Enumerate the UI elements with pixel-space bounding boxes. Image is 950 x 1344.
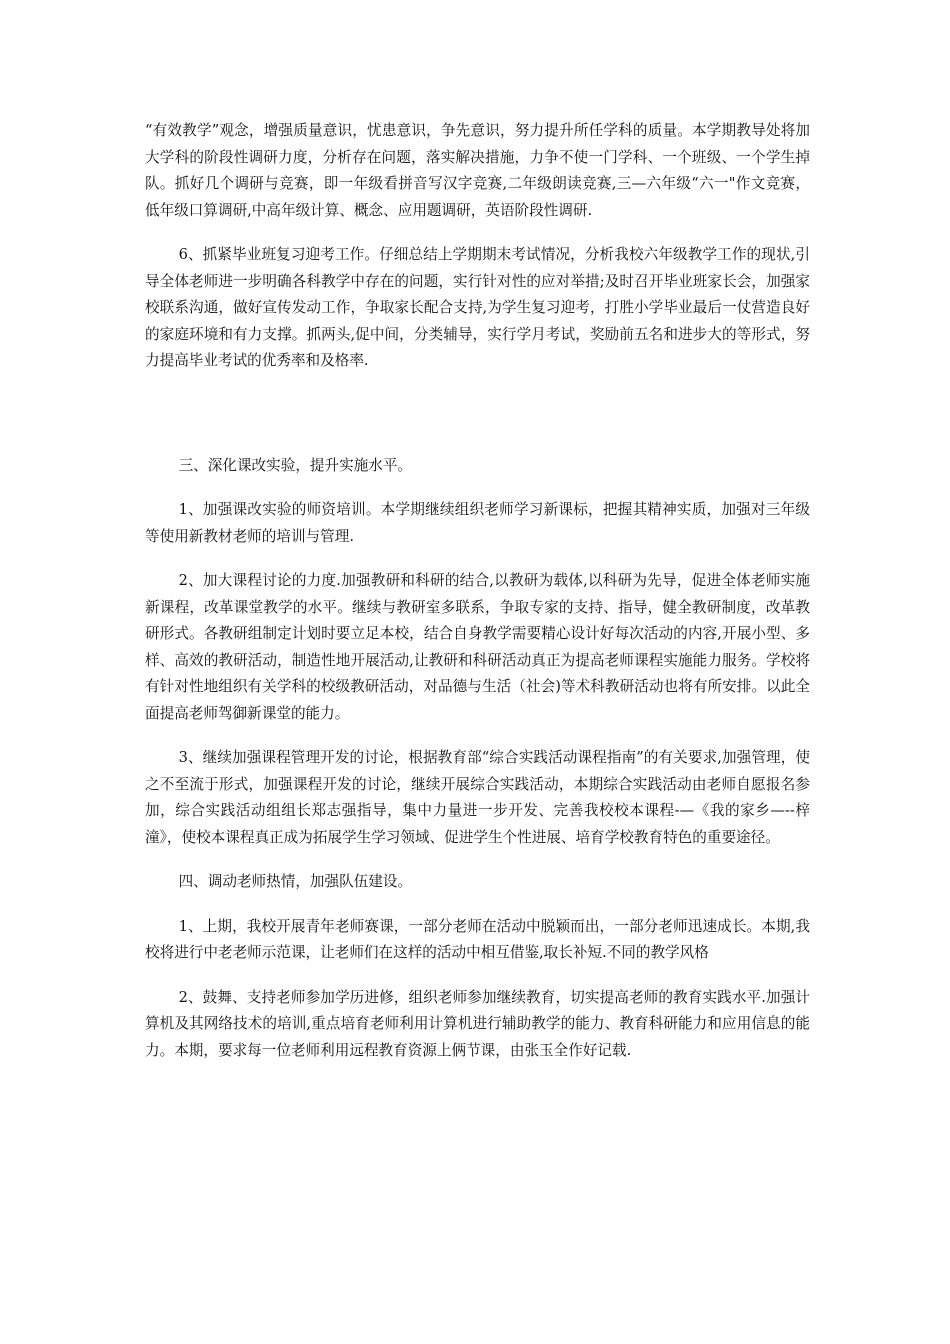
section-heading-teacher-team: 四、调动老师热情，加强队伍建设。 bbox=[178, 873, 413, 890]
section-heading-curriculum-reform: 三、深化课改实验，提升实施水平。 bbox=[178, 456, 413, 474]
paragraph-graduation-review: 6、抓紧毕业班复习迎考工作。仔细总结上学期期末考试情况，分析我校六年级教学工作的现状,引导全体老师进一步明确各科教学中存在的问题，实行针对性的应对举措;及时召开毕业班家长会，加强家校联系沟通，做好宣传发动工作，争取家长配合支持,为学生复习迎考，打胜小学毕业最后一仗营造良好的家庭环境和有力支撑。抓两头,促中间，分类辅导，实行学月考试，奖励前五名和进步大的等形式，努力提高毕业考试的优秀率和及格率. bbox=[145, 246, 810, 369]
paragraph-further-education: 2、鼓舞、支持老师参加学历进修，组织老师参加继续教育，切实提高老师的教育实践水平.加强计算机及其网络技术的培训,重点培育老师利用计算机进行辅助教学的能力、教育科研能力和应用信息的能力。本期，要求每一位老师利用远程教育资源上俩节课，由张玉全作好记载. bbox=[145, 988, 810, 1059]
paragraph-demo-lessons: 1、上期，我校开展青年老师赛课，一部分老师在活动中脱颖而出，一部分老师迅速成长。本期,我校将进行中老老师示范课，让老师们在这样的活动中相互借鉴,取长补短.不同的教学风格 bbox=[145, 917, 810, 961]
paragraph-teacher-training: 1、加强课改实验的师资培训。本学期继续组织老师学习新课标，把握其精神实质，加强对三年级等使用新教材老师的培训与管理. bbox=[145, 501, 810, 545]
document-page bbox=[145, 118, 810, 1064]
paragraph-curriculum-discussion: 2、加大课程讨论的力度.加强教研和科研的结合,以教研为载体,以科研为先导，促进全体老师实施新课程，改革课堂教学的水平。继续与教研室多联系，争取专家的支持、指导，健全教研制度，改革教研形式。各教研组制定计划时要立足本校，结合自身教学需要精心设计好每次活动的内容,开展小型、多样、高效的教研活动，制造性地开展活动,让教研和科研活动真正为提高老师课程实施能力服务。学校将有针对性地组织有关学科的校级教研活动，对品德与生活（社会)等术科教研活动也将有所安排。以此全面提高老师驾御新课堂的能力。 bbox=[145, 572, 810, 722]
paragraph-quality-continuation: “有效教学”观念，增强质量意识，忧患意识，争先意识，努力提升所任学科的质量。本学期教导处将加大学科的阶段性调研力度，分析存在问题，落实解决措施，力争不使一门学科、一个班级、一个学生掉队。抓好几个调研与竞赛，即一年级看拼音写汉字竞赛,二年级朗读竞赛,三—六年级“六一"作文竞赛，低年级口算调研,中高年级计算、概念、应用题调研，英语阶段性调研. bbox=[145, 122, 810, 219]
paragraph-curriculum-management: 3、继续加强课程管理开发的讨论，根据教育部“综合实践活动课程指南”的有关要求,加强管理，使之不至流于形式，加强课程开发的讨论，继续开展综合实践活动，本期综合实践活动由老师自愿报名参加，综合实践活动组组长郑志强指导，集中力量进一步开发、完善我校校本课程-—《我的家乡—--梓潼》，使校本课程真正成为拓展学生学习领域、促进学生个性进展、培育学校教育特色的重要途径。 bbox=[145, 749, 810, 846]
